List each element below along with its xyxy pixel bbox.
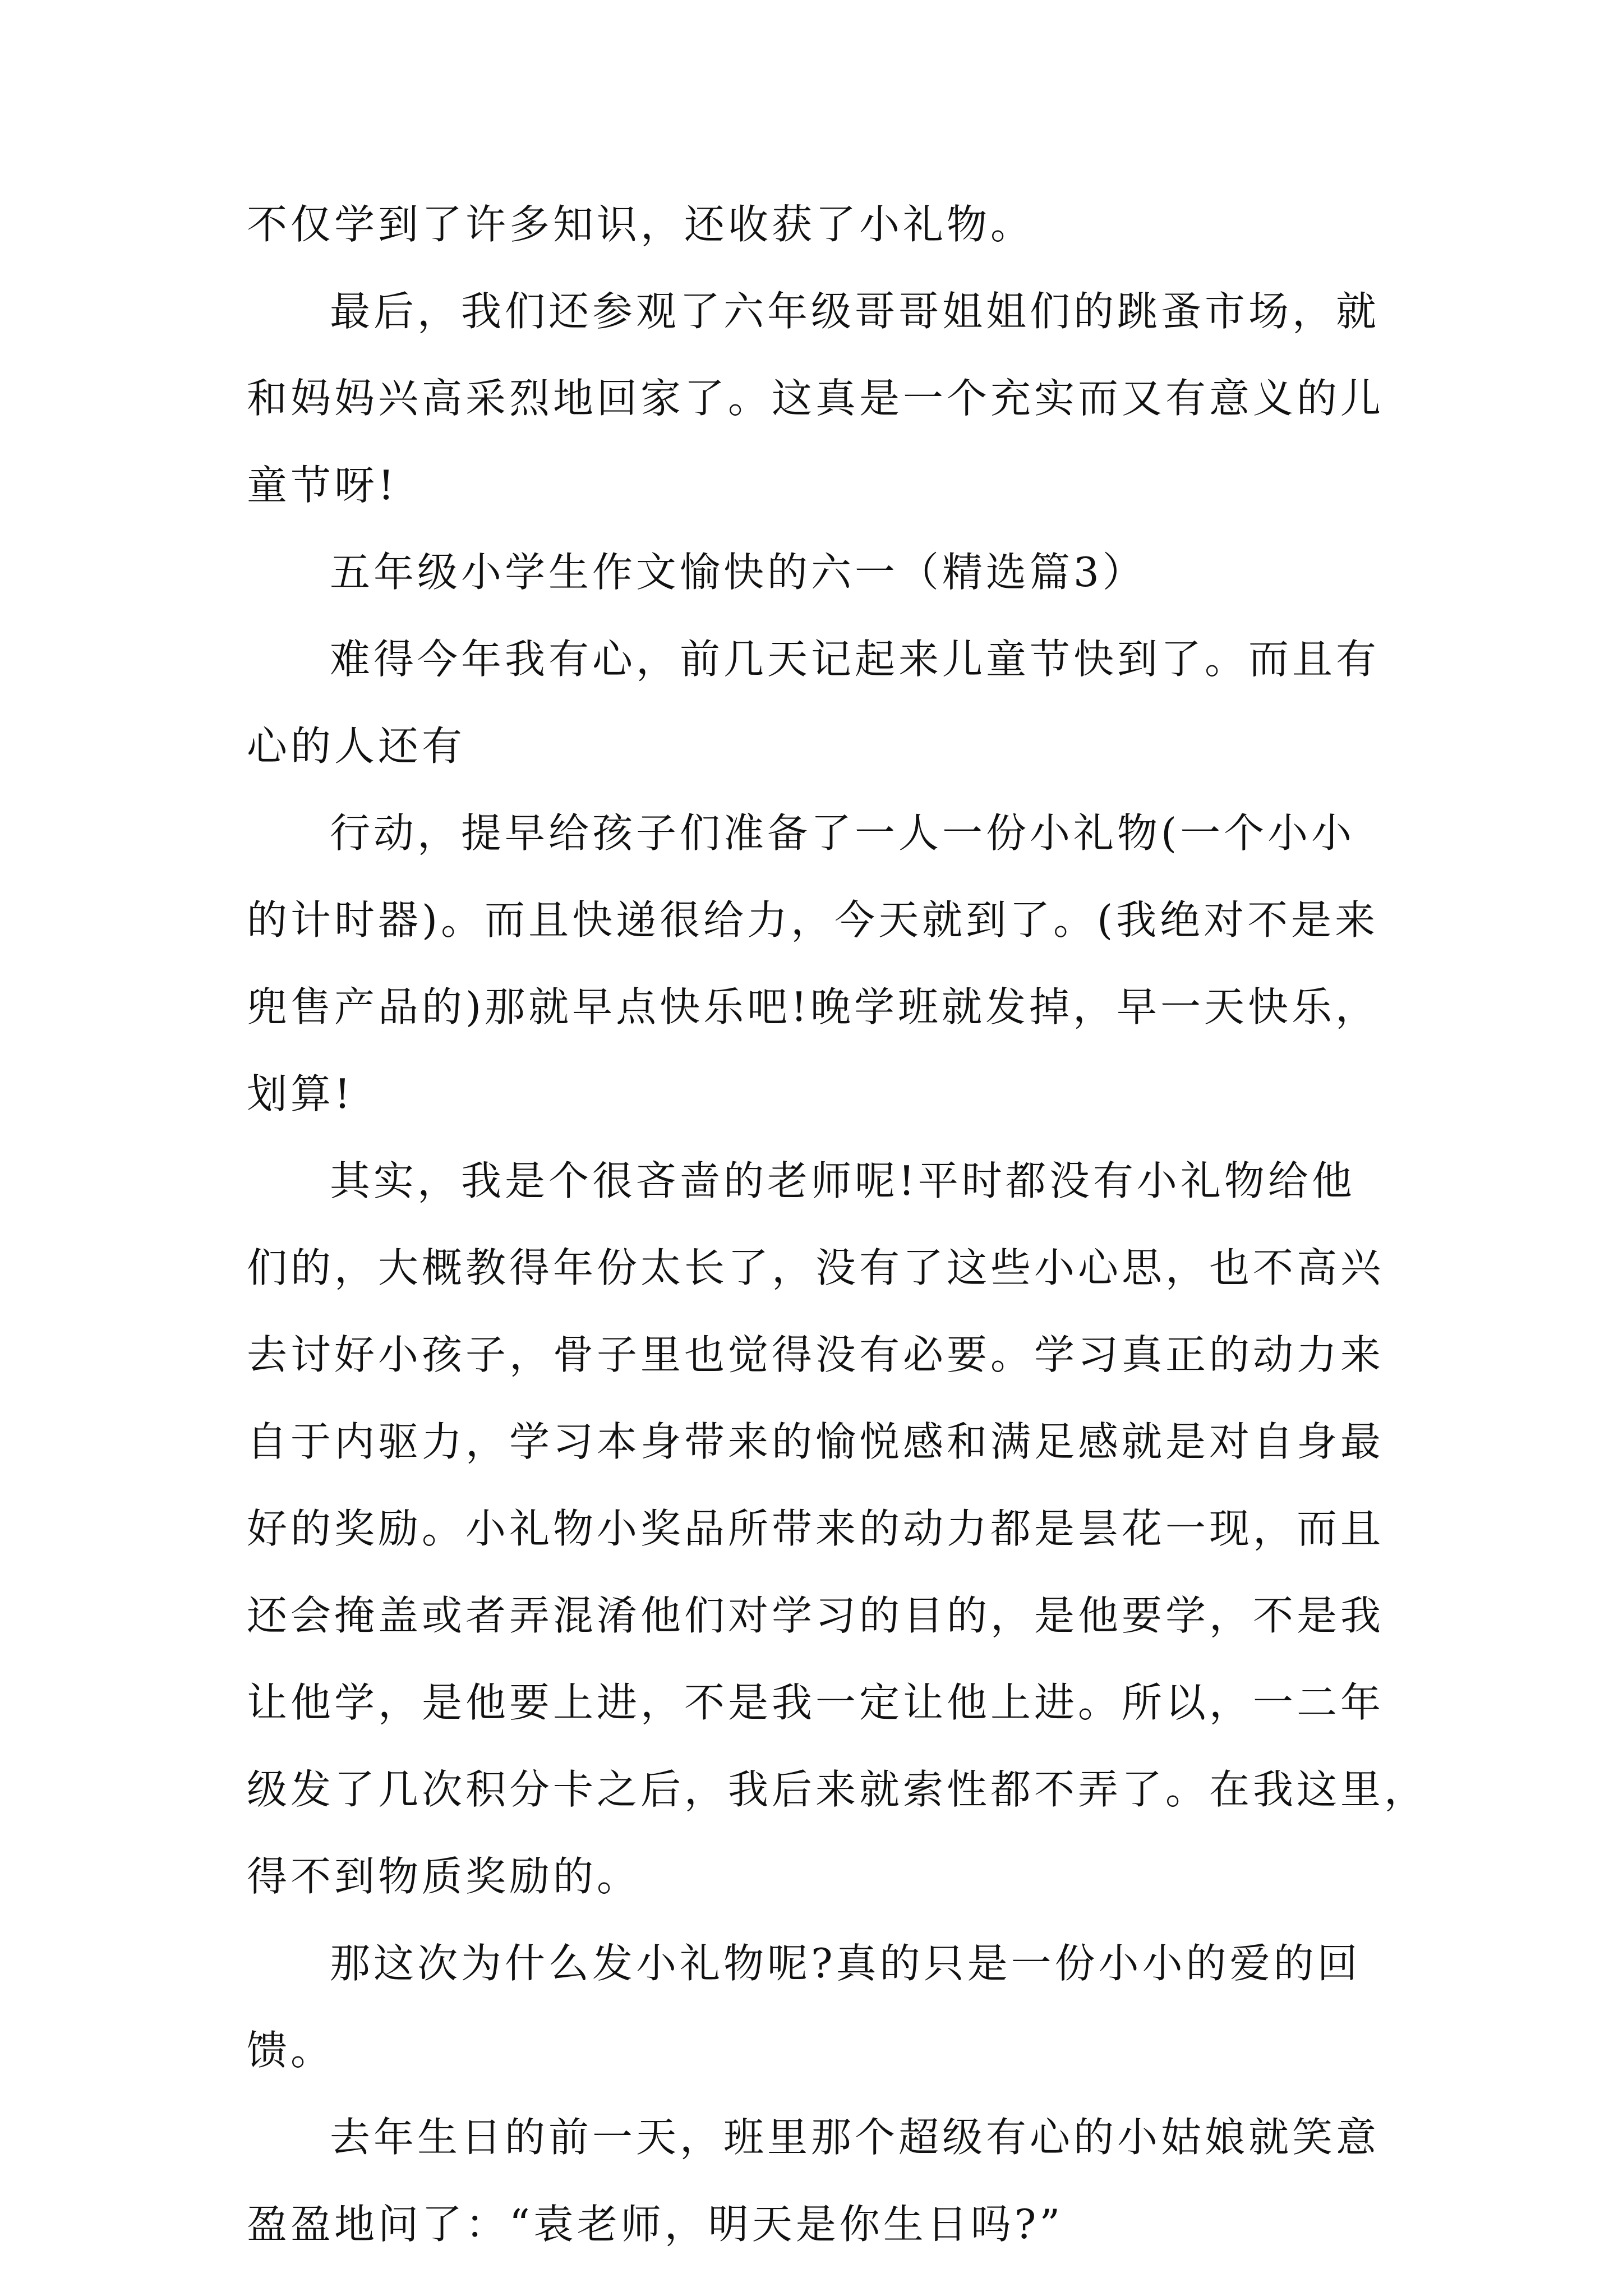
text-line: 那这次为什么发小礼物呢?真的只是一份小小的爱的回 (330, 1940, 1361, 1987)
text-line: 划算! (247, 1070, 354, 1117)
text-line: 得不到物质奖励的。 (247, 1853, 641, 1900)
text-line: 最后，我们还参观了六年级哥哥姐姐们的跳蚤市场，就 (330, 288, 1380, 335)
text-line: 盈盈地问了：“袁老师，明天是你生日吗?” (247, 2201, 1064, 2248)
text-line: 和妈妈兴高采烈地回家了。这真是一个充实而又有意义的儿 (247, 375, 1385, 422)
text-line: 其实，我是个很吝啬的老师呢!平时都没有小礼物给他 (330, 1157, 1355, 1204)
text-line: 让他学，是他要上进，不是我一定让他上进。所以，一二年 (247, 1679, 1385, 1726)
text-line: 难得今年我有心，前几天记起来儿童节快到了。而且有 (330, 636, 1380, 683)
text-line: 自于内驱力，学习本身带来的愉悦感和满足感就是对自身最 (247, 1418, 1385, 1465)
text-line: 级发了几次积分卡之后，我后来就索性都不弄了。在我这里， (247, 1766, 1428, 1813)
text-line: 心的人还有 (247, 723, 466, 770)
text-line: 的计时器)。而且快递很给力，今天就到了。(我绝对不是来 (247, 896, 1379, 944)
text-line: 兜售产品的)那就早点快乐吧!晚学班就发掉，早一天快乐， (247, 983, 1380, 1030)
section-heading: 五年级小学生作文愉快的六一（精选篇3） (330, 549, 1146, 596)
text-line: 去年生日的前一天，班里那个超级有心的小姑娘就笑意 (330, 2114, 1380, 2161)
text-line: 行动，提早给孩子们准备了一人一份小礼物(一个小小 (330, 809, 1355, 857)
text-line: 好的奖励。小礼物小奖品所带来的动力都是昙花一现，而且 (247, 1505, 1385, 1552)
text-line: 馈。 (247, 2027, 335, 2074)
text-line: 童节呀! (247, 462, 398, 509)
text-line: 不仅学到了许多知识，还收获了小礼物。 (247, 201, 1035, 248)
text-line: 们的，大概教得年份太长了，没有了这些小心思，也不高兴 (247, 1244, 1385, 1291)
text-line: 去讨好小孩子，骨子里也觉得没有必要。学习真正的动力来 (247, 1331, 1385, 1378)
text-line: 还会掩盖或者弄混淆他们对学习的目的，是他要学，不是我 (247, 1592, 1385, 1639)
